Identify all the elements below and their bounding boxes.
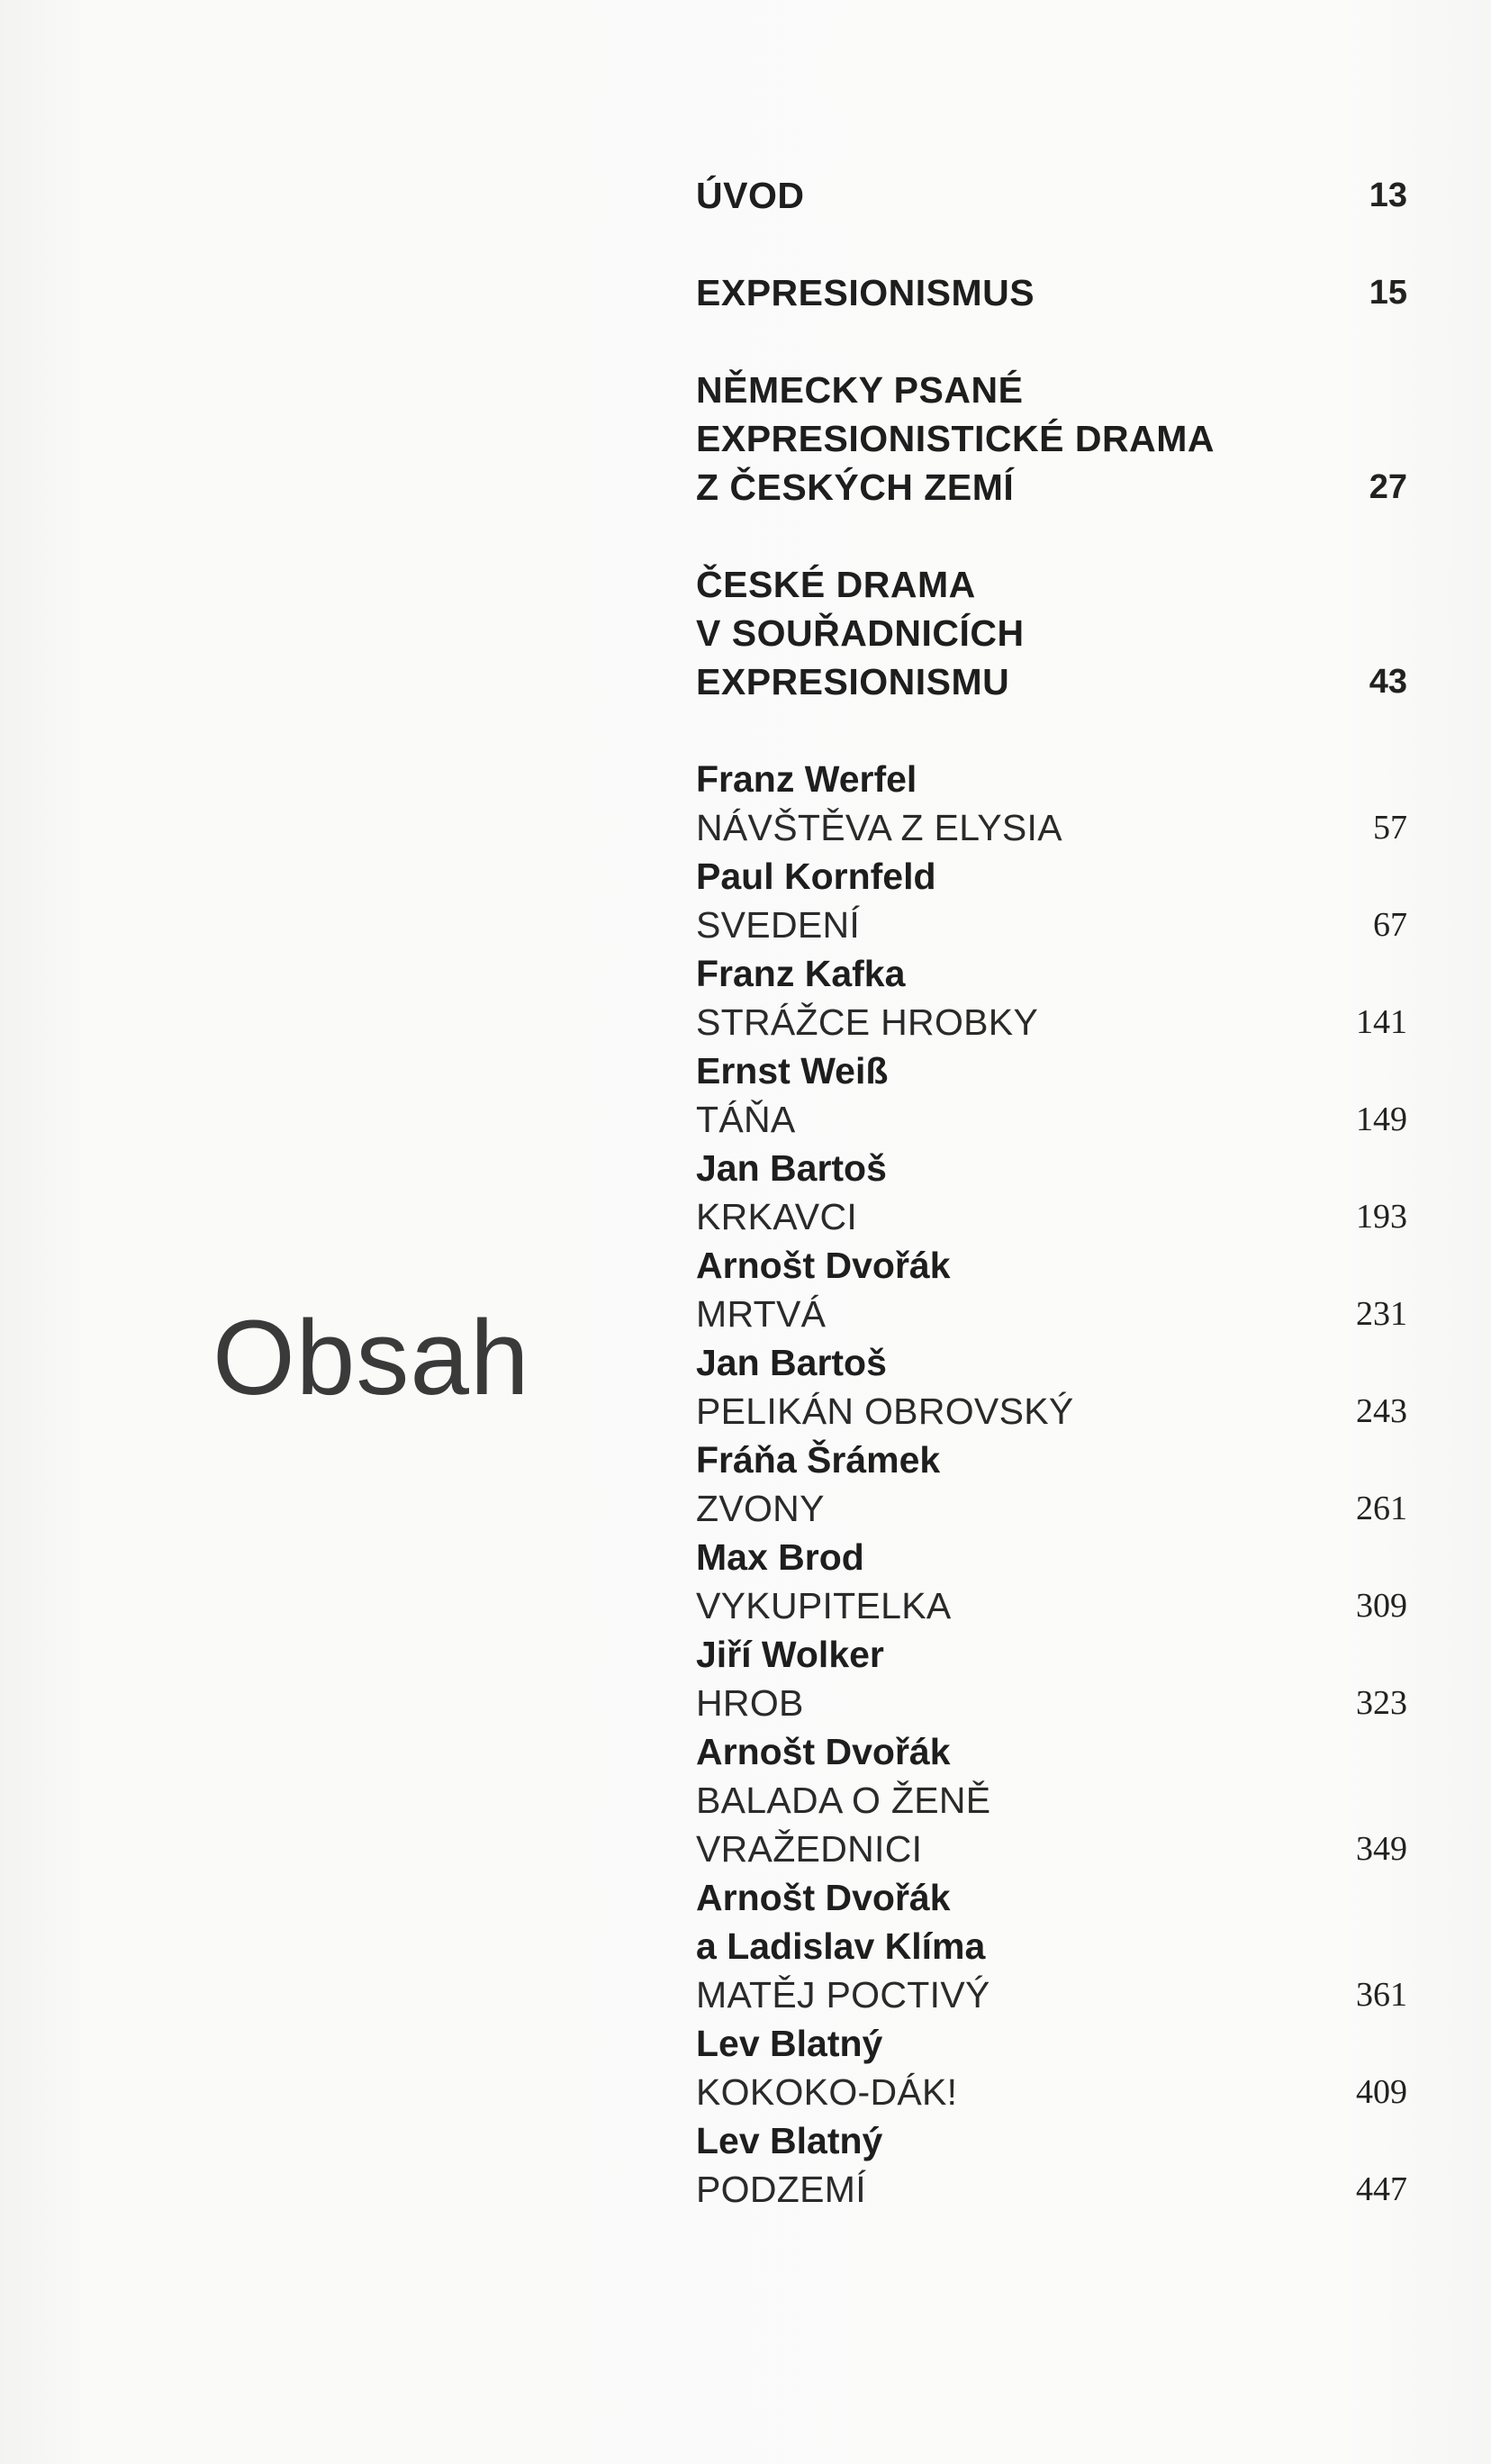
author-name: Arnošt Dvořák bbox=[696, 1245, 951, 1286]
page-number: 27 bbox=[1369, 468, 1407, 506]
page-number: 67 bbox=[1373, 906, 1407, 944]
section-title-line: EXPRESIONISTICKÉ DRAMA bbox=[696, 418, 1215, 459]
toc-work-entry bbox=[696, 1046, 1407, 1144]
toc-section-entry bbox=[696, 560, 1407, 706]
page-number: 57 bbox=[1373, 809, 1407, 847]
section-title-line: ÚVOD bbox=[696, 175, 805, 216]
work-title-line: TÁŇA bbox=[696, 1099, 796, 1140]
section-title-line: V SOUŘADNICÍCH bbox=[696, 612, 1025, 654]
work-title-line: KRKAVCI bbox=[696, 1196, 858, 1237]
author-name: Arnošt Dvořák bbox=[696, 1877, 951, 1918]
works-list bbox=[696, 755, 1407, 2214]
section-title-line: NĚMECKY PSANÉ bbox=[696, 369, 1024, 411]
page-number: 243 bbox=[1356, 1392, 1407, 1430]
page-number: 261 bbox=[1356, 1490, 1407, 1527]
toc-section-entry bbox=[696, 268, 1407, 317]
section-title-line: EXPRESIONISMUS bbox=[696, 272, 1035, 313]
page-number: 361 bbox=[1356, 1976, 1407, 2014]
work-title-line: PELIKÁN OBROVSKÝ bbox=[696, 1391, 1074, 1432]
page-number: 141 bbox=[1356, 1003, 1407, 1041]
toc-section-entry bbox=[696, 366, 1407, 512]
author-name: Jan Bartoš bbox=[696, 1147, 887, 1189]
work-title-line: HROB bbox=[696, 1682, 804, 1724]
author-name: Jan Bartoš bbox=[696, 1342, 887, 1383]
author-name: Jiří Wolker bbox=[696, 1634, 884, 1675]
toc-work-entry bbox=[696, 1727, 1407, 1873]
work-title-line: BALADA O ŽENĚ bbox=[696, 1780, 991, 1821]
page-number: 149 bbox=[1356, 1101, 1407, 1138]
page-number: 447 bbox=[1356, 2170, 1407, 2208]
toc-work-entry bbox=[696, 2116, 1407, 2214]
toc-work-entry bbox=[696, 1873, 1407, 2019]
author-name: Ernst Weiß bbox=[696, 1050, 889, 1092]
work-title-line: VRAŽEDNICI bbox=[696, 1828, 923, 1870]
page-number: 43 bbox=[1369, 663, 1407, 701]
toc-work-entry bbox=[696, 755, 1407, 852]
page-number: 409 bbox=[1356, 2073, 1407, 2111]
section-title-line: Z ČESKÝCH ZEMÍ bbox=[696, 467, 1015, 508]
work-title-line: NÁVŠTĚVA Z ELYSIA bbox=[696, 807, 1062, 848]
author-name: Arnošt Dvořák bbox=[696, 1731, 951, 1772]
work-title-line: STRÁŽCE HROBKY bbox=[696, 1001, 1039, 1043]
page-number: 323 bbox=[1356, 1684, 1407, 1722]
page-number: 231 bbox=[1356, 1295, 1407, 1333]
toc-work-entry bbox=[696, 1338, 1407, 1436]
author-name: Lev Blatný bbox=[696, 2023, 883, 2064]
work-title-line: MATĚJ POCTIVÝ bbox=[696, 1974, 990, 2016]
page-number: 309 bbox=[1356, 1587, 1407, 1625]
author-name: a Ladislav Klíma bbox=[696, 1925, 986, 1967]
work-title-line: PODZEMÍ bbox=[696, 2169, 866, 2210]
toc-work-entry bbox=[696, 1630, 1407, 1727]
work-title-line: ZVONY bbox=[696, 1488, 825, 1529]
author-name: Paul Kornfeld bbox=[696, 856, 936, 897]
page-number: 193 bbox=[1356, 1198, 1407, 1236]
author-name: Max Brod bbox=[696, 1536, 864, 1578]
toc-work-entry bbox=[696, 1533, 1407, 1630]
toc-section-entry bbox=[696, 171, 1407, 220]
author-name: Franz Kafka bbox=[696, 953, 906, 994]
page-number: 349 bbox=[1356, 1830, 1407, 1868]
toc-work-entry bbox=[696, 1241, 1407, 1338]
work-title-line: VYKUPITELKA bbox=[696, 1585, 952, 1626]
page-number: 13 bbox=[1369, 177, 1407, 214]
page-number: 15 bbox=[1369, 274, 1407, 312]
section-title-line: EXPRESIONISMU bbox=[696, 661, 1010, 702]
toc-work-entry bbox=[696, 949, 1407, 1046]
toc-work-entry bbox=[696, 852, 1407, 949]
toc-work-entry bbox=[696, 1436, 1407, 1533]
author-name: Lev Blatný bbox=[696, 2120, 883, 2161]
page-title: Obsah bbox=[212, 1299, 530, 1418]
toc-work-entry bbox=[696, 2019, 1407, 2116]
table-of-contents bbox=[696, 171, 1407, 2214]
work-title-line: SVEDENÍ bbox=[696, 904, 861, 946]
author-name: Fráňa Šrámek bbox=[696, 1439, 941, 1481]
work-title-line: MRTVÁ bbox=[696, 1293, 827, 1335]
author-name: Franz Werfel bbox=[696, 758, 917, 800]
toc-work-entry bbox=[696, 1144, 1407, 1241]
work-title-line: KOKOKO-DÁK! bbox=[696, 2071, 958, 2113]
section-title-line: ČESKÉ DRAMA bbox=[696, 564, 976, 605]
